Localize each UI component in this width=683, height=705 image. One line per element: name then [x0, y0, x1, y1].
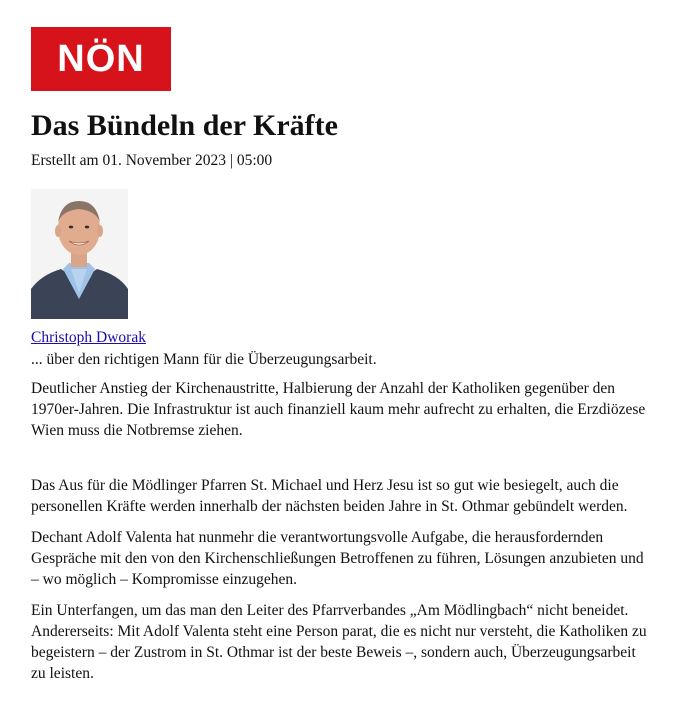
article-date: Erstellt am 01. November 2023 | 05:00: [31, 152, 273, 169]
paragraph-4: Ein Unterfangen, um das man den Leiter des Pfarrverbandes „Am Mödlingbach“ nicht beneidet. Andererseits: Mit Adolf Valenta steht eine Person parat, die es nicht nur versteht, die Katholiken zu begeistern – der Zustrom in St. Othmar ist der beste Beweis –, sondern auch, Überzeugungsarbeit zu leisten.: [31, 602, 647, 682]
author-link[interactable]: Christoph Dworak: [31, 329, 146, 346]
author-teaser: ... über den richtigen Mann für die Überzeugungsarbeit.: [31, 351, 377, 368]
author-photo: [31, 189, 128, 319]
paragraph-3: Dechant Adolf Valenta hat nunmehr die verantwortungsvolle Aufgabe, die herausfordernden Gespräche mit den von den Kirchenschließungen Betroffenen zu führen, Lösungen anzubieten und – wo möglich – Kompromisse einzugehen.: [31, 529, 644, 588]
article-title: Das Bündeln der Kräfte: [31, 109, 338, 142]
paragraph-1: Deutlicher Anstieg der Kirchenaustritte, Halbierung der Anzahl der Katholiken gegenüber den 1970er-Jahren. Die Infrastruktur ist auch finanziell kaum mehr aufrecht zu erhalten, die Erzdiözese Wien muss die Notbremse ziehen.: [31, 380, 646, 439]
paragraph-2: Das Aus für die Mödlinger Pfarren St. Michael und Herz Jesu ist so gut wie besiegelt, auch die personellen Kräfte werden innerhalb der nächsten beiden Jahre in St. Othmar gebündelt werden.: [31, 477, 628, 515]
logo-text: NÖN: [57, 37, 145, 80]
noen-logo[interactable]: [31, 27, 171, 91]
